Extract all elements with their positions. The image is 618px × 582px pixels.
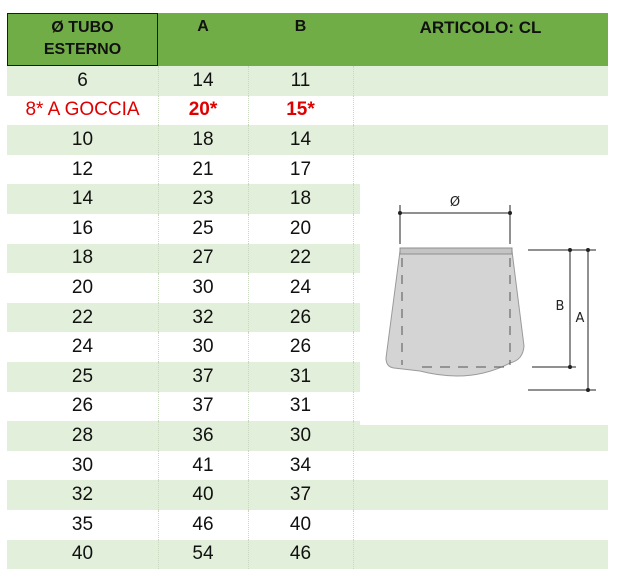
cell-articolo bbox=[353, 421, 608, 451]
table-row bbox=[7, 451, 608, 481]
a-top-tick bbox=[586, 248, 590, 252]
cell-a: 36 bbox=[192, 424, 214, 446]
cell-b: 37 bbox=[289, 484, 312, 506]
cell-tubo: 40 bbox=[71, 543, 94, 565]
cell-b: 34 bbox=[289, 454, 312, 476]
cell-tubo: 14 bbox=[71, 188, 94, 210]
column-separator bbox=[248, 214, 249, 244]
table-row bbox=[7, 540, 608, 570]
cell-articolo bbox=[353, 96, 608, 126]
cell-a: 54 bbox=[192, 543, 214, 565]
column-separator bbox=[353, 244, 354, 274]
column-separator bbox=[353, 510, 354, 540]
column-separator bbox=[248, 184, 249, 214]
column-separator bbox=[158, 214, 159, 244]
column-separator bbox=[158, 332, 159, 362]
column-separator bbox=[248, 125, 249, 155]
cell-tubo: 25 bbox=[71, 365, 94, 387]
cell-b: 17 bbox=[289, 158, 312, 180]
cell-a: 37 bbox=[192, 365, 214, 387]
column-separator bbox=[248, 421, 249, 451]
column-separator bbox=[353, 184, 354, 214]
cell-b: 26 bbox=[289, 306, 312, 328]
column-separator bbox=[248, 510, 249, 540]
table-row bbox=[7, 96, 608, 126]
cell-a: 25 bbox=[192, 217, 214, 239]
header-tubo-line1: Ø TUBO bbox=[51, 19, 114, 36]
column-separator bbox=[248, 362, 249, 392]
diameter-right-tick bbox=[508, 211, 512, 215]
b-bottom-tick bbox=[568, 365, 572, 369]
cap-rim bbox=[400, 248, 512, 254]
cell-tubo: 30 bbox=[71, 454, 94, 476]
column-separator bbox=[158, 273, 159, 303]
cell-b: 11 bbox=[290, 69, 311, 91]
cell-a: 30 bbox=[192, 336, 214, 358]
cell-a: 41 bbox=[192, 454, 214, 476]
cell-a: 37 bbox=[192, 395, 214, 417]
cell-tubo: 28 bbox=[71, 424, 94, 446]
column-separator bbox=[353, 125, 354, 155]
cell-a: 32 bbox=[192, 306, 214, 328]
cell-tubo: 16 bbox=[71, 217, 94, 239]
cell-b: 26 bbox=[289, 336, 312, 358]
cell-tubo: 32 bbox=[71, 484, 94, 506]
column-separator bbox=[158, 421, 159, 451]
column-separator bbox=[158, 362, 159, 392]
cell-tubo: 8* A GOCCIA bbox=[25, 99, 140, 121]
cell-tubo: 24 bbox=[71, 336, 94, 358]
column-separator bbox=[158, 392, 159, 422]
cell-tubo: 18 bbox=[71, 247, 94, 269]
column-separator bbox=[158, 184, 159, 214]
cell-a: 30 bbox=[192, 276, 214, 298]
cell-articolo bbox=[353, 540, 608, 570]
cell-tubo: 35 bbox=[71, 513, 94, 535]
product-sheet bbox=[7, 13, 608, 575]
cell-a: 27 bbox=[192, 247, 214, 269]
header-tubo-esterno bbox=[7, 13, 158, 66]
column-separator bbox=[248, 303, 249, 333]
cap-body bbox=[386, 251, 524, 376]
column-separator bbox=[158, 480, 159, 510]
cell-b: 14 bbox=[289, 128, 312, 150]
table-row bbox=[7, 421, 608, 451]
column-separator bbox=[353, 273, 354, 303]
cell-a: 20* bbox=[188, 99, 218, 121]
cell-articolo bbox=[353, 66, 608, 96]
diameter-left-tick bbox=[398, 211, 402, 215]
cell-a: 14 bbox=[192, 69, 214, 91]
a-label: A bbox=[575, 311, 585, 326]
cell-b: 30 bbox=[289, 424, 312, 446]
column-separator bbox=[248, 96, 249, 126]
column-separator bbox=[353, 214, 354, 244]
cell-tubo: 10 bbox=[71, 128, 94, 150]
header-tubo-line2: ESTERNO bbox=[43, 41, 122, 58]
cell-b: 46 bbox=[289, 543, 312, 565]
column-separator bbox=[248, 540, 249, 570]
cell-a: 21 bbox=[192, 158, 214, 180]
column-separator bbox=[158, 96, 159, 126]
table-row bbox=[7, 66, 608, 96]
cell-tubo: 26 bbox=[71, 395, 94, 417]
diameter-label: Ø bbox=[449, 195, 461, 210]
cell-tubo: 12 bbox=[71, 158, 94, 180]
column-separator bbox=[248, 155, 249, 185]
column-separator bbox=[353, 451, 354, 481]
end-cap-diagram bbox=[360, 170, 608, 425]
cell-articolo bbox=[353, 480, 608, 510]
header-articolo: ARTICOLO: CL bbox=[353, 13, 608, 66]
column-separator bbox=[248, 332, 249, 362]
column-separator bbox=[353, 155, 354, 185]
column-separator bbox=[248, 66, 249, 96]
column-separator bbox=[353, 362, 354, 392]
column-separator bbox=[158, 451, 159, 481]
column-separator bbox=[353, 66, 354, 96]
column-separator bbox=[248, 392, 249, 422]
b-label: B bbox=[555, 299, 565, 314]
cell-a: 23 bbox=[192, 188, 214, 210]
column-separator bbox=[248, 480, 249, 510]
column-separator bbox=[353, 421, 354, 451]
column-separator bbox=[353, 96, 354, 126]
cell-a: 46 bbox=[192, 513, 214, 535]
column-separator bbox=[248, 244, 249, 274]
cell-a: 40 bbox=[192, 484, 214, 506]
header-b: B bbox=[248, 13, 353, 66]
column-separator bbox=[248, 273, 249, 303]
column-separator bbox=[353, 392, 354, 422]
column-separator bbox=[158, 125, 159, 155]
cell-b: 31 bbox=[289, 365, 312, 387]
cell-articolo bbox=[353, 125, 608, 155]
column-separator bbox=[353, 332, 354, 362]
column-separator bbox=[158, 66, 159, 96]
cell-b: 15* bbox=[286, 99, 315, 121]
cell-b: 31 bbox=[289, 395, 312, 417]
cell-b: 24 bbox=[289, 276, 312, 298]
cell-b: 18 bbox=[289, 188, 312, 210]
a-bottom-tick bbox=[586, 388, 590, 392]
cell-b: 22 bbox=[289, 247, 312, 269]
column-separator bbox=[158, 303, 159, 333]
table-row bbox=[7, 480, 608, 510]
cell-b: 40 bbox=[289, 513, 312, 535]
table-row bbox=[7, 510, 608, 540]
column-separator bbox=[353, 480, 354, 510]
cell-articolo bbox=[353, 510, 608, 540]
table-row bbox=[7, 125, 608, 155]
cell-a: 18 bbox=[192, 128, 214, 150]
column-separator bbox=[158, 155, 159, 185]
column-separator bbox=[158, 540, 159, 570]
cell-b: 20 bbox=[289, 217, 312, 239]
column-separator bbox=[158, 244, 159, 274]
column-separator bbox=[353, 303, 354, 333]
cell-tubo: 6 bbox=[77, 69, 88, 91]
column-separator bbox=[353, 540, 354, 570]
cell-tubo: 22 bbox=[71, 306, 94, 328]
header-a: A bbox=[158, 13, 248, 66]
column-separator bbox=[248, 451, 249, 481]
cell-tubo: 20 bbox=[71, 276, 94, 298]
cell-articolo bbox=[353, 451, 608, 481]
column-separator bbox=[158, 510, 159, 540]
